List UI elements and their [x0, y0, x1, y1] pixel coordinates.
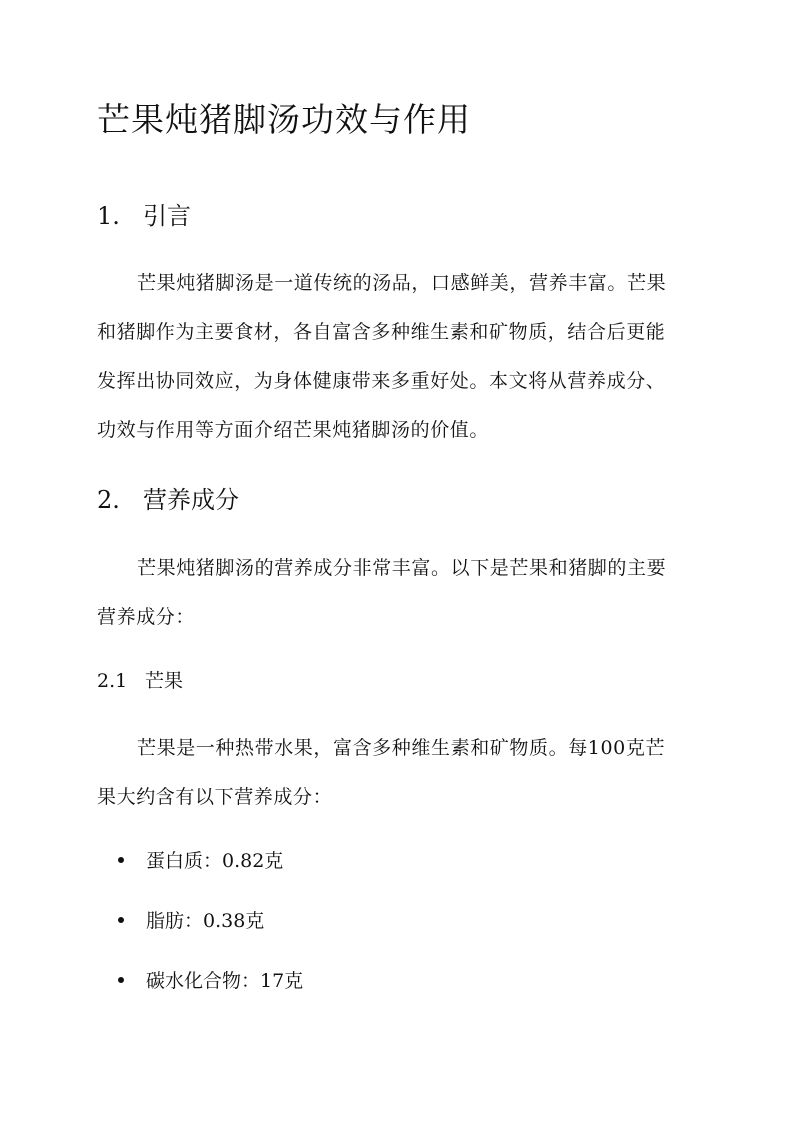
list-item — [118, 966, 303, 993]
section-number: 1. — [97, 202, 120, 230]
paragraph-line: 芒果炖猪脚汤的营养成分非常丰富。以下是芒果和猪脚的主要 — [137, 557, 667, 579]
bullet-icon — [118, 857, 124, 863]
section-heading-nutrition — [97, 480, 239, 515]
section-title: 引言 — [143, 202, 191, 230]
bullet-icon — [118, 917, 124, 923]
subsection-title: 芒果 — [145, 670, 184, 692]
paragraph-line: 发挥出协同效应，为身体健康带来多重好处。本文将从营养成分、 — [97, 370, 666, 392]
paragraph-line: 果大约含有以下营养成分： — [97, 786, 333, 808]
list-item-text: 碳水化合物：17克 — [146, 970, 304, 992]
section-title: 营养成分 — [143, 486, 239, 514]
list-item-text: 蛋白质：0.82克 — [146, 850, 284, 872]
list-item — [118, 906, 264, 933]
subsection-heading-mango — [97, 666, 183, 693]
document-title: 芒果炖猪脚汤功效与作用 — [97, 100, 471, 139]
subsection-number: 2.1 — [97, 670, 128, 692]
paragraph-line: 营养成分： — [97, 606, 196, 628]
paragraph-line: 芒果是一种热带水果，富含多种维生素和矿物质。每100克芒 — [137, 737, 666, 759]
paragraph-line: 和猪脚作为主要食材，各自富含多种维生素和矿物质，结合后更能 — [97, 321, 666, 343]
list-item — [118, 846, 283, 873]
section-heading-introduction — [97, 196, 191, 231]
paragraph-line: 芒果炖猪脚汤是一道传统的汤品，口感鲜美，营养丰富。芒果 — [137, 272, 667, 294]
bullet-icon — [118, 977, 124, 983]
section-number: 2. — [97, 486, 120, 514]
paragraph-line: 功效与作用等方面介绍芒果炖猪脚汤的价值。 — [97, 419, 490, 441]
list-item-text: 脂肪：0.38克 — [146, 910, 265, 932]
